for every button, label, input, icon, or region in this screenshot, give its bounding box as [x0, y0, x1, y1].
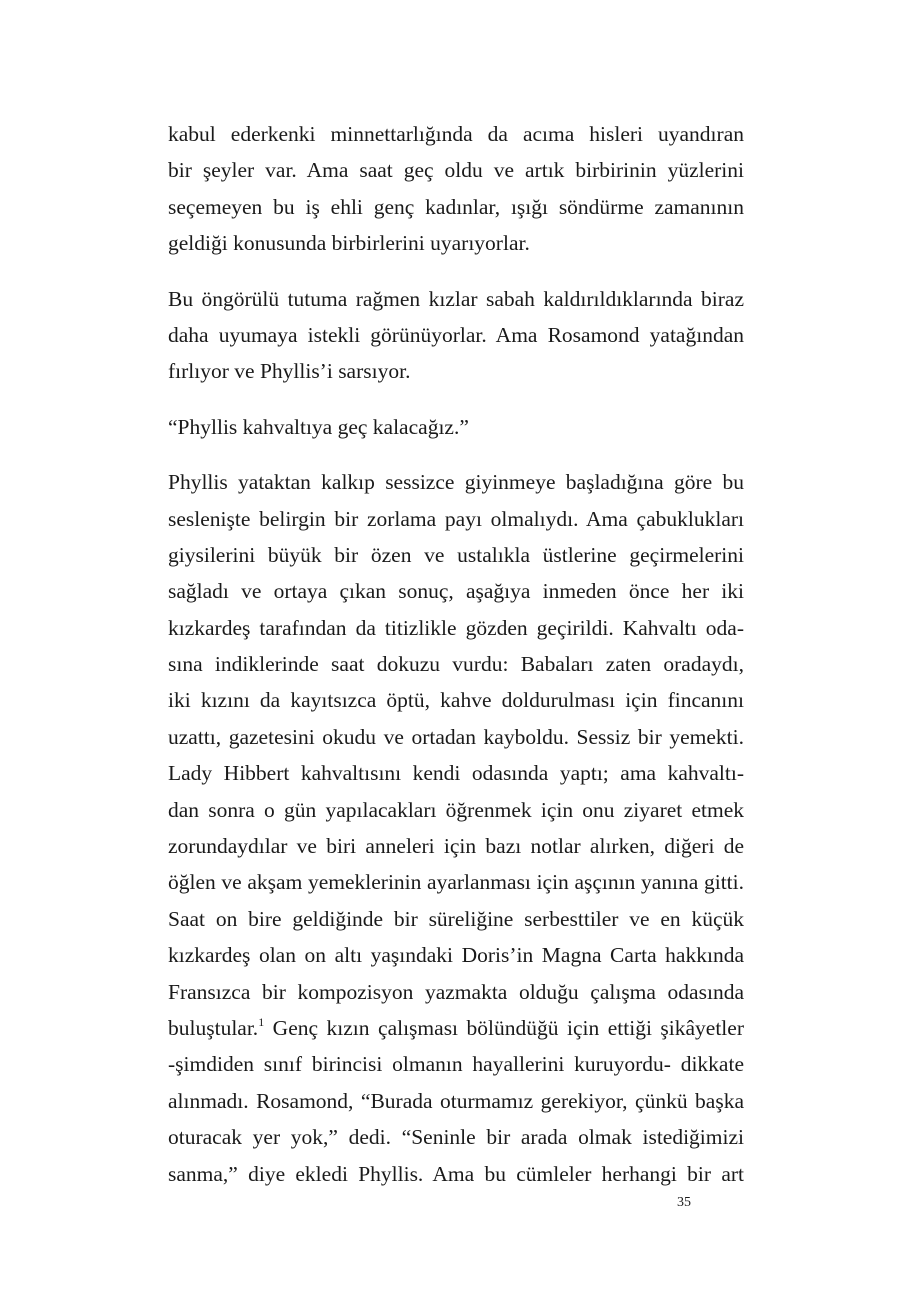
text-line: zorundaydılar ve biri anneleri için bazı notlar alırken, diğeri de — [168, 834, 744, 859]
paragraph — [168, 281, 744, 390]
text-line: uzattı, gazetesini okudu ve ortadan kayboldu. Sessiz bir yemekti. — [168, 724, 744, 749]
footnote-marker[interactable]: 1 — [258, 1014, 265, 1029]
text-line: Lady Hibbert kahvaltısını kendi odasında yaptı; ama kahvaltı- — [168, 761, 744, 786]
text-fragment: buluştular. — [168, 1015, 259, 1040]
text-line: fırlıyor ve Phyllis’i sarsıyor. — [168, 359, 411, 384]
text-line: sağladı ve ortaya çıkan sonuç, aşağıya inmeden önce her iki — [168, 579, 744, 604]
text-line-with-footnote — [168, 1010, 744, 1046]
text-line: daha uyumaya istekli görünüyorlar. Ama Rosamond yatağından — [168, 322, 744, 347]
text-line: kızkardeş tarafından da titizlikle gözden geçirildi. Kahvaltı oda- — [168, 615, 744, 640]
paragraph — [168, 409, 744, 445]
text-line: oturacak yer yok,” dedi. “Seninle bir arada olmak istediğimizi — [168, 1125, 744, 1150]
text-line: giysilerini büyük bir özen ve ustalıkla üstlerine geçirmelerini — [168, 542, 744, 567]
text-line: Bu öngörülü tutuma rağmen kızlar sabah kaldırıldıklarında biraz — [168, 286, 744, 311]
text-line: sına indiklerinde saat dokuzu vurdu: Babaları zaten oradaydı, — [168, 652, 744, 677]
text-line: Saat on bire geldiğinde bir süreliğine serbesttiler ve en küçük — [168, 906, 744, 931]
body-text — [168, 116, 744, 1192]
paragraph — [168, 464, 744, 1192]
paragraph — [168, 116, 744, 262]
text-fragment: Genç kızın çalışması bölündüğü için ettiği şikâyetler — [264, 1015, 744, 1040]
text-line: sanma,” diye ekledi Phyllis. Ama bu cümleler herhangi bir art — [168, 1161, 744, 1186]
text-line: kızkardeş olan on altı yaşındaki Doris’in Magna Carta hakkında — [168, 943, 744, 968]
text-line: dan sonra o gün yapılacakları öğrenmek için onu ziyaret etmek — [168, 797, 744, 822]
text-line: Fransızca bir kompozisyon yazmakta olduğu çalışma odasında — [168, 979, 744, 1004]
text-line: Phyllis yataktan kalkıp sessizce giyinmeye başladığına göre bu — [168, 470, 744, 495]
text-line: “Phyllis kahvaltıya geç kalacağız.” — [168, 414, 469, 439]
text-line: bir şeyler var. Ama saat geç oldu ve artık birbirinin yüzlerini — [168, 158, 744, 183]
text-line: öğlen ve akşam yemeklerinin ayarlanması için aşçının yanına gitti. — [168, 870, 744, 895]
text-line: kabul ederkenki minnettarlığında da acıma hisleri uyandıran — [168, 122, 744, 146]
text-line: seslenişte belirgin bir zorlama payı olmalıydı. Ama çabuklukları — [168, 506, 744, 531]
text-line: alınmadı. Rosamond, “Burada oturmamız gerekiyor, çünkü başka — [168, 1088, 744, 1113]
text-line: -şimdiden sınıf birincisi olmanın hayallerini kuruyordu- dikkate — [168, 1052, 744, 1077]
text-line: geldiği konusunda birbirlerini uyarıyorlar. — [168, 231, 530, 256]
text-line: seçemeyen bu iş ehli genç kadınlar, ışığı söndürme zamanının — [168, 194, 744, 219]
page-number: 35 — [677, 1195, 691, 1210]
text-line: iki kızını da kayıtsızca öptü, kahve doldurulması için fincanını — [168, 688, 744, 713]
